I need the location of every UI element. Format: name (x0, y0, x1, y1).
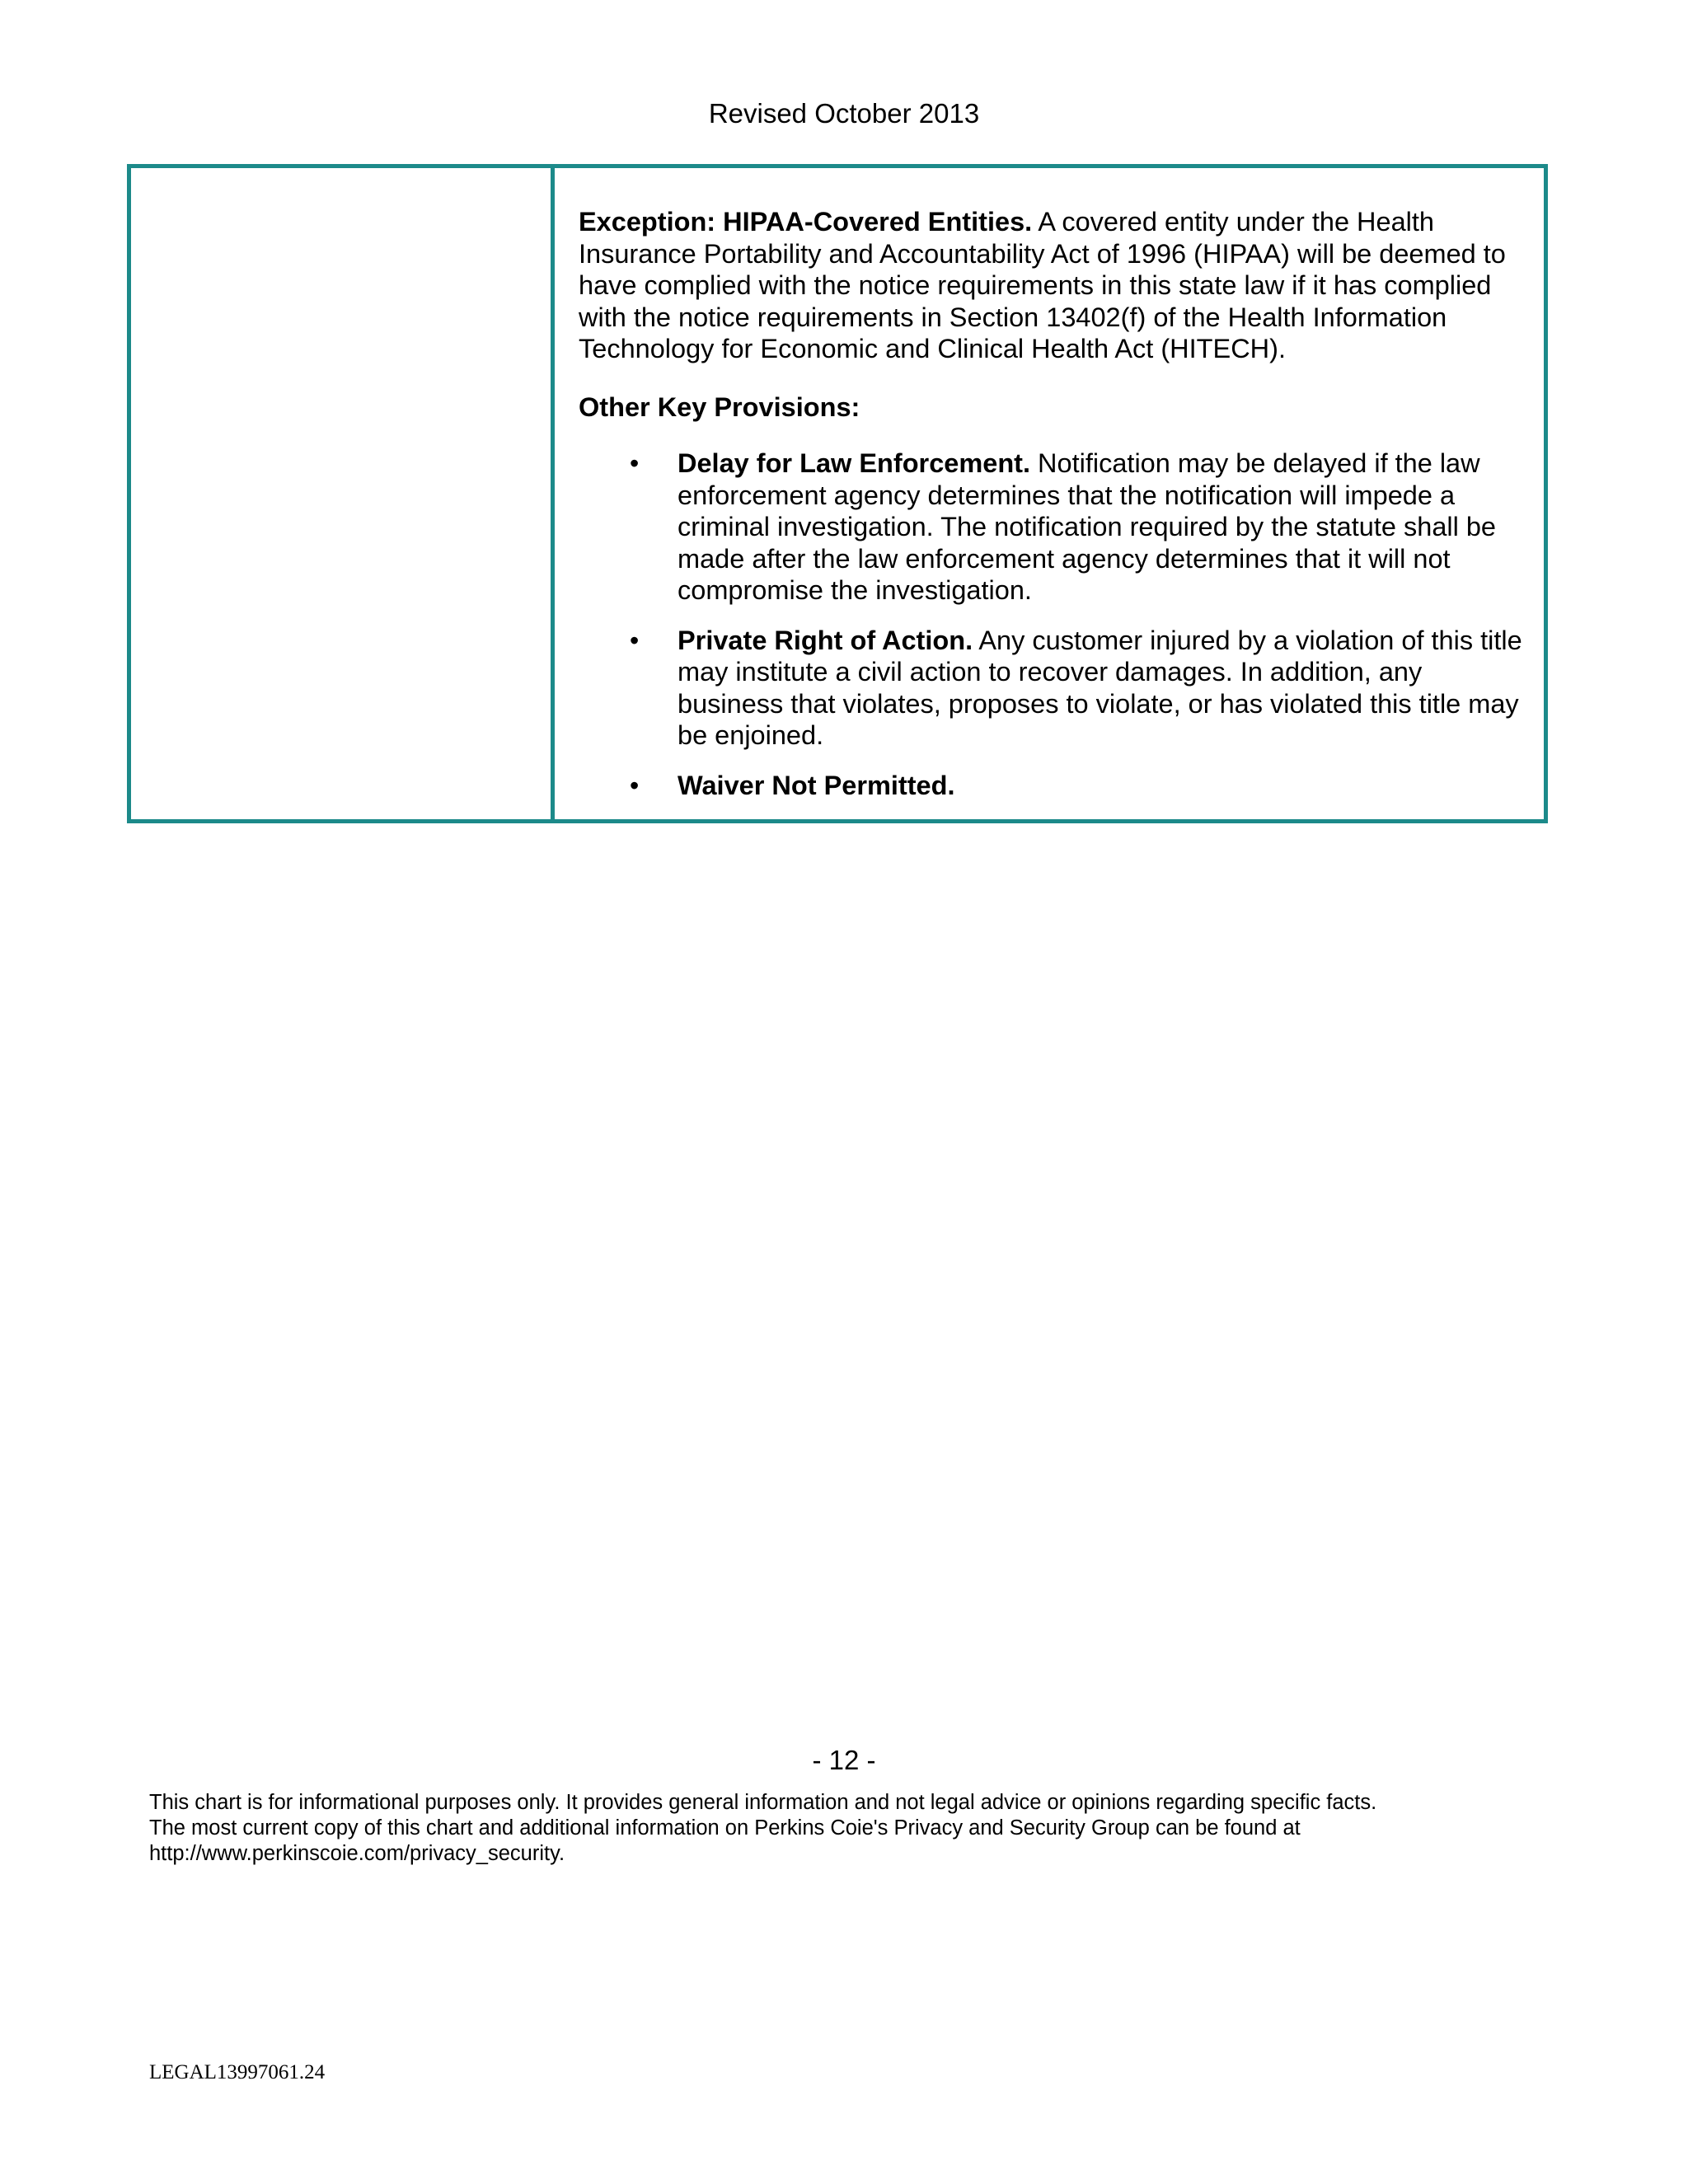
exception-paragraph (579, 206, 1524, 365)
disclaimer-line: This chart is for informational purposes only. It provides general information and not legal advice or opinions regarding specific facts. (149, 1791, 1377, 1814)
list-item (579, 625, 1524, 752)
bullet-label: Delay for Law Enforcement. (678, 448, 1031, 478)
exception-label: Exception: HIPAA-Covered Entities. (579, 207, 1033, 237)
disclaimer-line: The most current copy of this chart and additional information on Perkins Coie's Privacy and Security Group can be found at (149, 1816, 1301, 1840)
provisions-list (579, 448, 1524, 801)
table-left-cell (131, 168, 555, 819)
exception-text: A covered entity under the Health Insurance Portability and Accountability Act of 1996 (HIPAA) will be deemed to have complied with the notice requirements in this state law if it has complied with the notice requirements in Section 13402(f) of the Health Information Technology for Economic and Clinical Health Act (HITECH). (579, 207, 1506, 363)
other-provisions-heading: Other Key Provisions: (579, 391, 860, 422)
document-id: LEGAL13997061.24 (149, 2061, 326, 2083)
bullet-icon: • (630, 770, 640, 800)
bullet-icon: • (630, 448, 640, 478)
provisions-table (127, 164, 1548, 823)
page-number: - 12 - (812, 1745, 876, 1775)
list-item (579, 770, 1524, 802)
disclaimer-link[interactable]: http://www.perkinscoie.com/privacy_security. (149, 1842, 565, 1865)
bullet-label: Private Right of Action. (678, 625, 973, 655)
bullet-text: Any customer injured by a violation of this title may institute a civil action to recover damages. In addition, any business that violates, proposes to violate, or has violated this title may be enjoined. (678, 625, 1522, 750)
table-right-cell (559, 168, 1544, 819)
revised-date: Revised October 2013 (708, 98, 980, 129)
bullet-icon: • (630, 625, 640, 655)
bullet-label: Waiver Not Permitted. (678, 770, 955, 800)
bullet-text: Notification may be delayed if the law enforcement agency determines that the notification will impede a criminal investigation. The notification required by the statute shall be made after the law enforcement agency determines that it will not compromise the investigation. (678, 448, 1497, 605)
list-item (579, 448, 1524, 607)
disclaimer (149, 1790, 1550, 1867)
